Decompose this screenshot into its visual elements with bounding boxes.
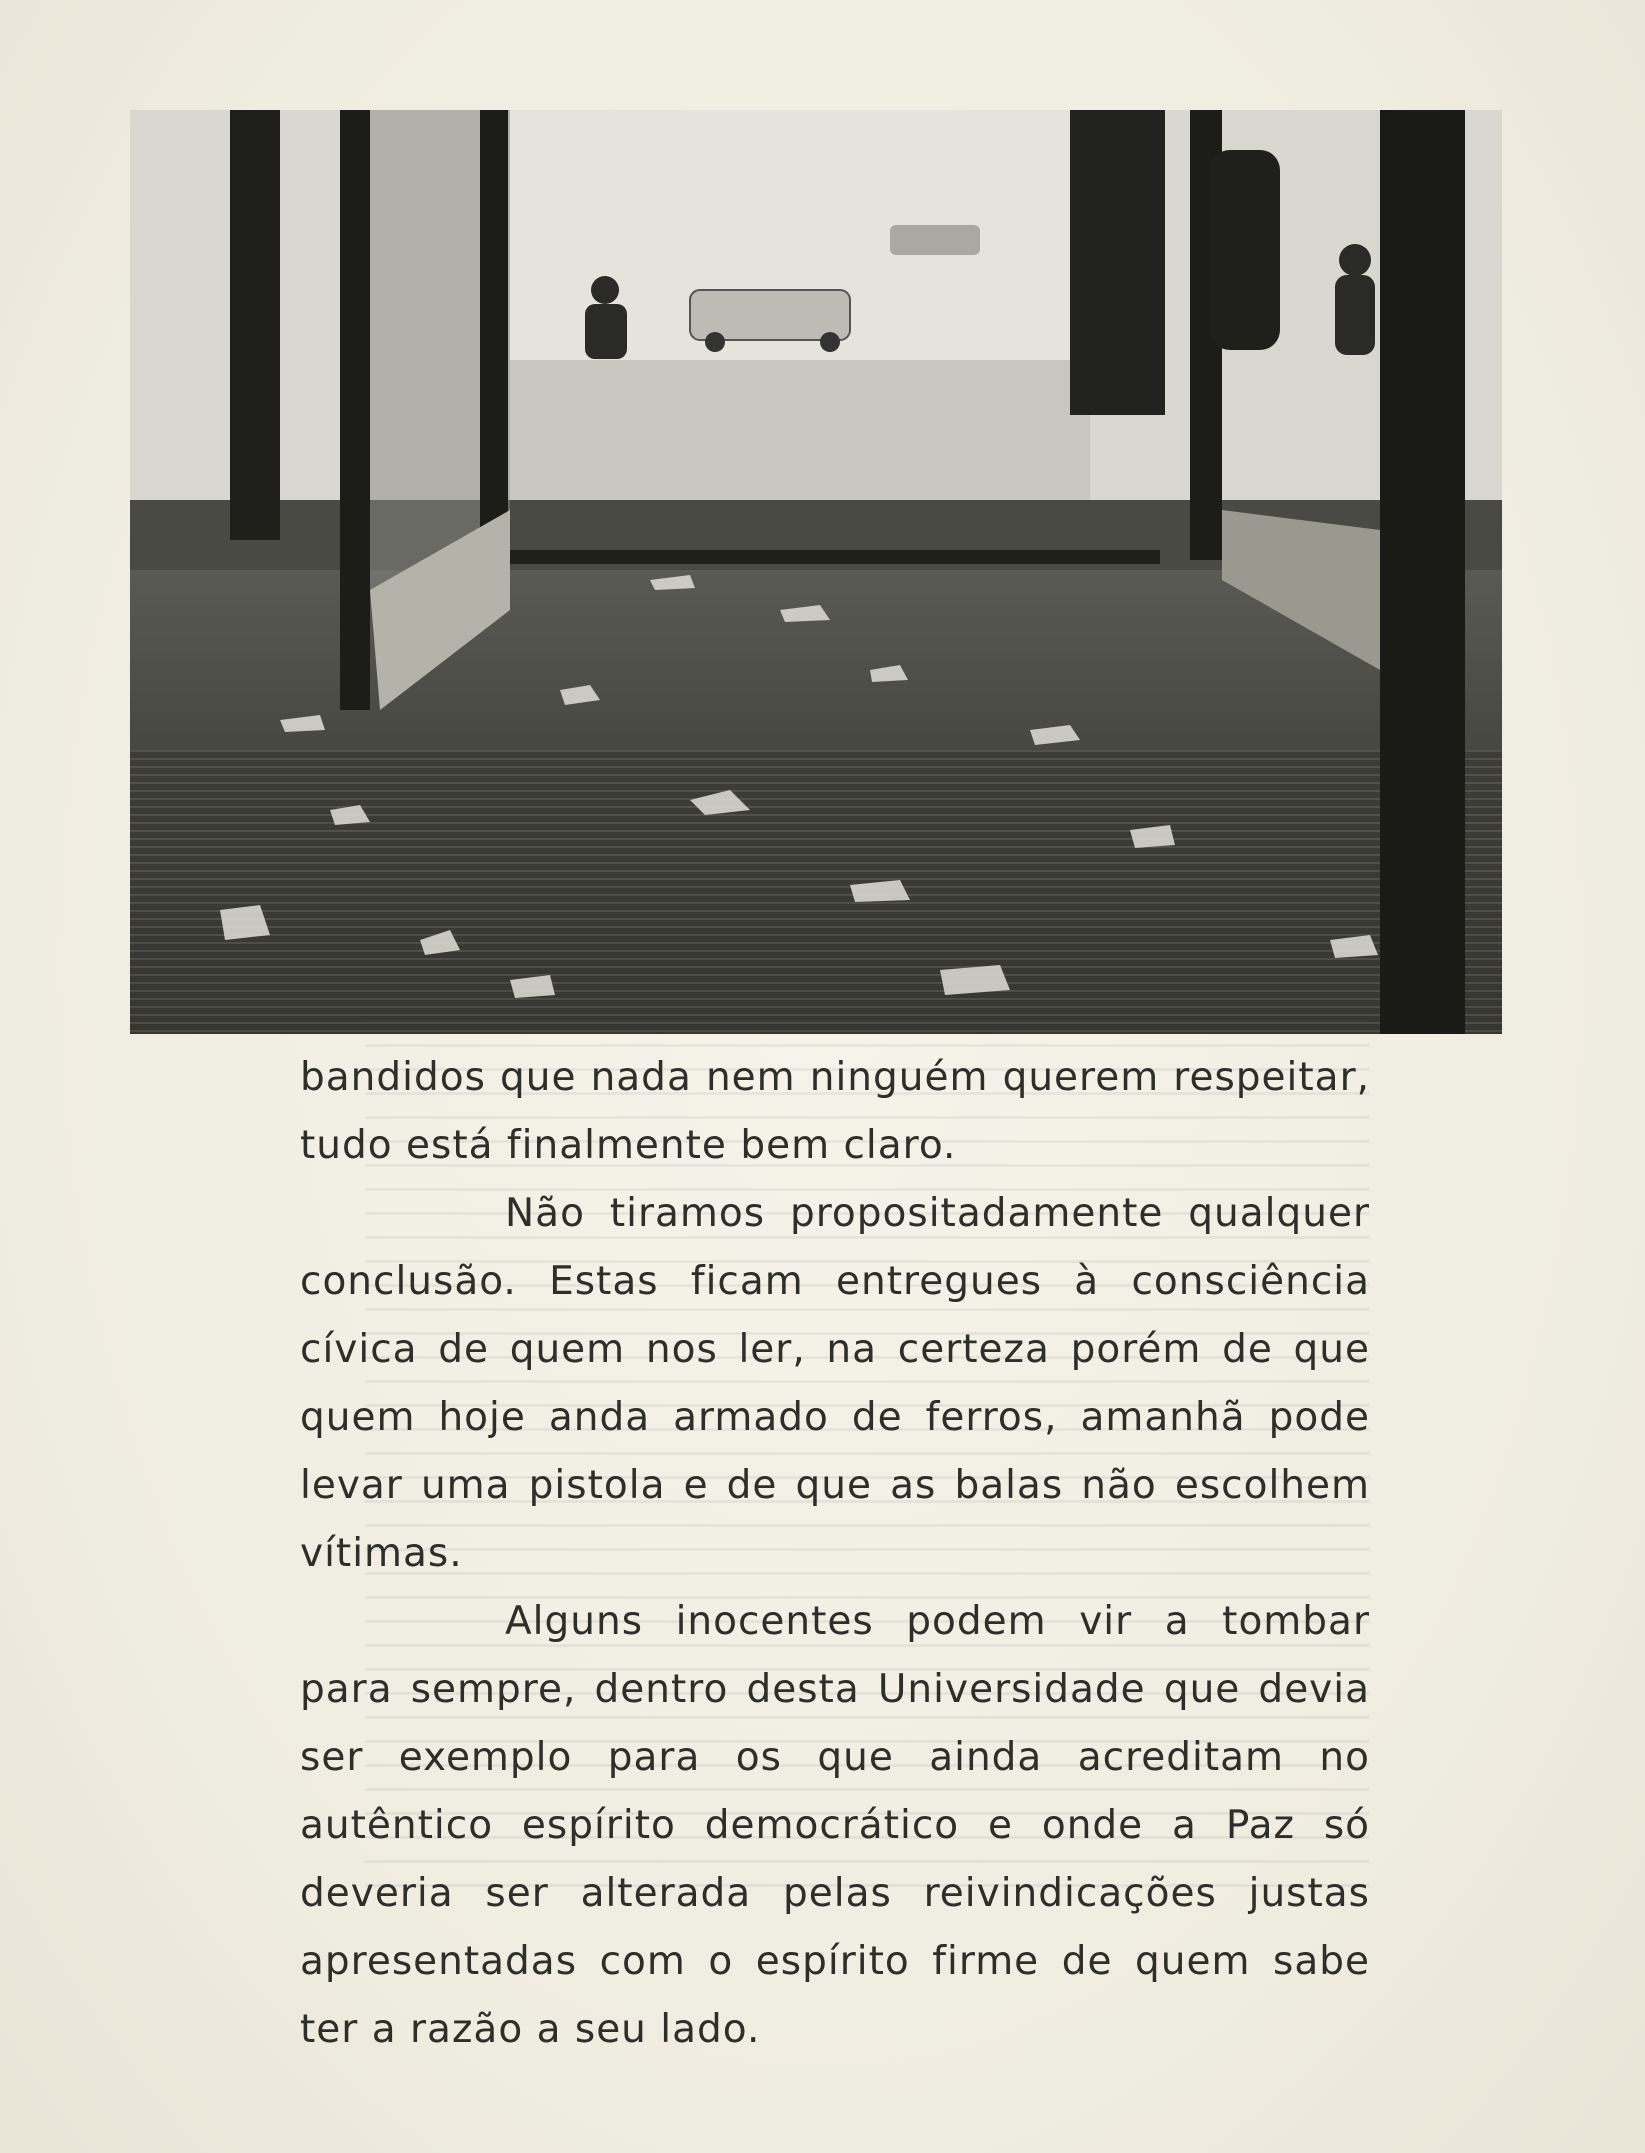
shattered-glass-entrance-photo-icon [130, 110, 1502, 1034]
paragraph-1: bandidos que nada nem ninguém querem respeitar, tudo está finalmente bem claro. [300, 1055, 1370, 1168]
photo-broken-glass-doorway [130, 110, 1502, 1034]
paragraph-3: Alguns inocentes podem vir a tombar para sempre, dentro desta Universidade que devia ser exemplo para os que ainda acreditam no autêntico espírito democrático e onde a Paz só deveria ser alterada pelas reivindicações justas apresentadas com o espírito firme de quem sabe ter a razão a seu lado. [300, 1599, 1370, 2052]
paragraph-2: Não tiramos propositadamente qualquer conclusão. Estas ficam entregues à consciência cívica de quem nos ler, na certeza porém de que quem hoje anda armado de ferros, amanhã pode levar uma pistola e de que as balas não escolhem vítimas. [300, 1191, 1370, 1576]
body-text [300, 1044, 1370, 2064]
